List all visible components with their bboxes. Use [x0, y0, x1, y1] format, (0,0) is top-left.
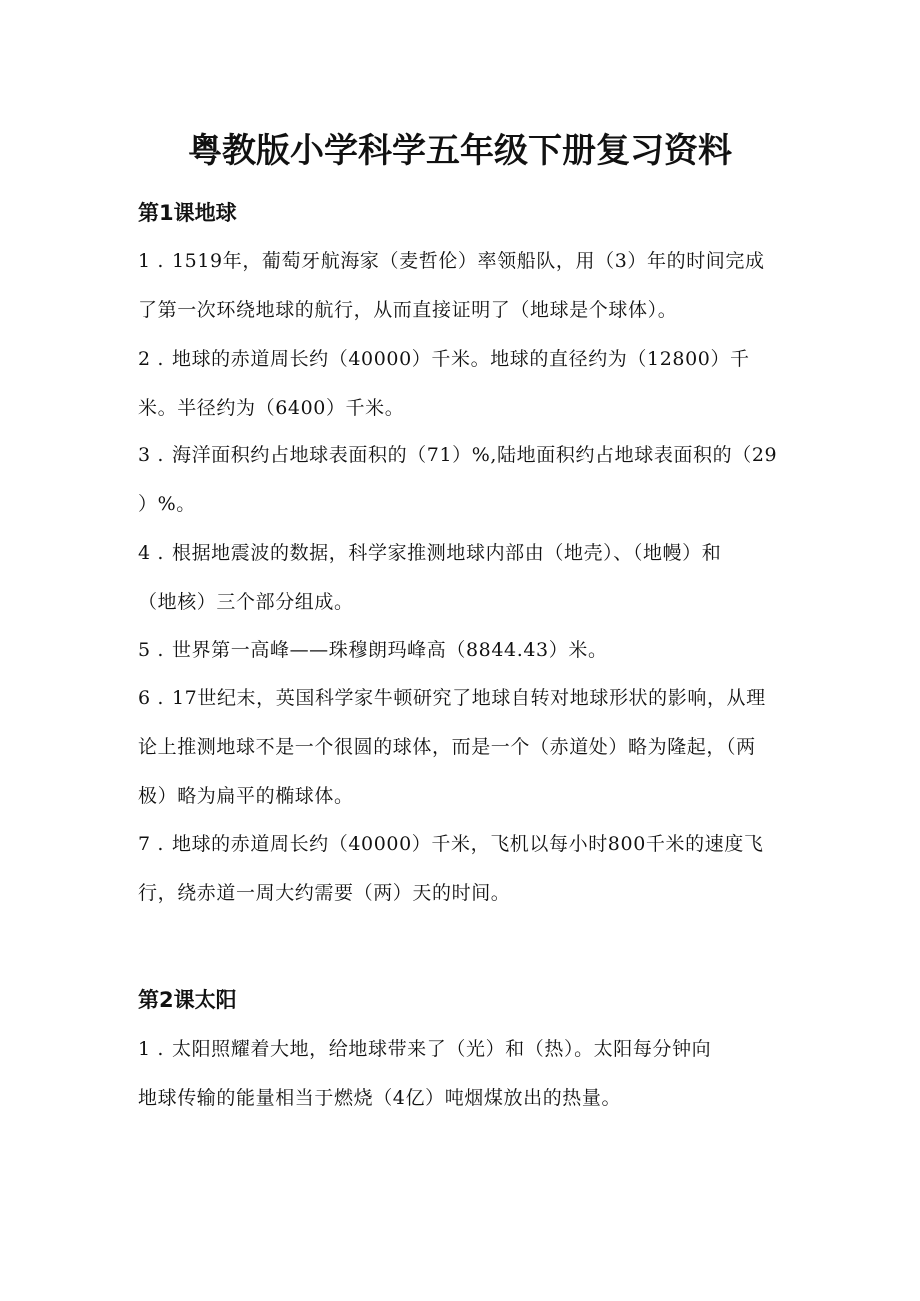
lesson-2-item-1 — [138, 1025, 788, 1123]
lesson-2-heading: 第2课太阳 — [138, 988, 237, 1012]
lesson-1-item-3 — [138, 431, 788, 529]
item-text-line: 论上推测地球不是一个很圆的球体，而是一个（赤道处）略为隆起，（两 — [138, 736, 756, 758]
item-number: 4 . — [138, 542, 164, 564]
lesson-1-item-1 — [138, 237, 788, 335]
item-number: 7 . — [138, 833, 164, 855]
item-text-line: ）%。 — [138, 493, 196, 515]
lesson-1-item-2 — [138, 335, 788, 433]
item-text-line: 地球的赤道周长约（40000）千米，飞机以每小时800千米的速度飞 — [171, 833, 764, 855]
item-number: 3 . — [138, 444, 164, 466]
item-text-line: 了第一次环绕地球的航行，从而直接证明了（地球是个球体）。 — [138, 299, 678, 321]
item-text-line: 地球的赤道周长约（40000）千米。地球的直径约为（12800）千 — [171, 348, 750, 370]
item-number: 1 . — [138, 250, 164, 272]
item-text-line: 世界第一高峰——珠穆朗玛峰高（8844.43）米。 — [171, 639, 608, 661]
lesson-1-heading: 第1课地球 — [138, 201, 237, 225]
item-text-line: 米。半径约为（6400）千米。 — [138, 397, 405, 419]
item-text-line: 海洋面积约占地球表面积的（71）%,陆地面积约占地球表面积的（29 — [171, 444, 778, 466]
item-text-line: 太阳照耀着大地，给地球带来了（光）和（热）。太阳每分钟向 — [171, 1038, 712, 1060]
item-number: 2 . — [138, 348, 164, 370]
item-number: 1 . — [138, 1038, 164, 1060]
item-text-line: 行，绕赤道一周大约需要（两）天的时间。 — [138, 882, 511, 904]
lesson-1-item-5 — [138, 626, 788, 675]
lesson-1-item-6 — [138, 674, 788, 821]
item-number: 6 . — [138, 687, 164, 709]
document-title: 粤教版小学科学五年级下册复习资料 — [188, 131, 732, 171]
lesson-1-item-7 — [138, 820, 788, 918]
item-text-line: 极）略为扁平的椭球体。 — [138, 785, 354, 807]
item-number: 5 . — [138, 639, 164, 661]
item-text-line: 根据地震波的数据，科学家推测地球内部由（地壳）、（地幔）和 — [171, 542, 722, 564]
lesson-1-item-4 — [138, 529, 788, 627]
item-text-line: （地核）三个部分组成。 — [138, 591, 354, 613]
item-text-line: 1519年，葡萄牙航海家（麦哲伦）率领船队，用（3）年的时间完成 — [171, 250, 765, 272]
item-text-line: 地球传输的能量相当于燃烧（4亿）吨烟煤放出的热量。 — [138, 1087, 622, 1109]
item-text-line: 17世纪末，英国科学家牛顿研究了地球自转对地球形状的影响，从理 — [171, 687, 766, 709]
